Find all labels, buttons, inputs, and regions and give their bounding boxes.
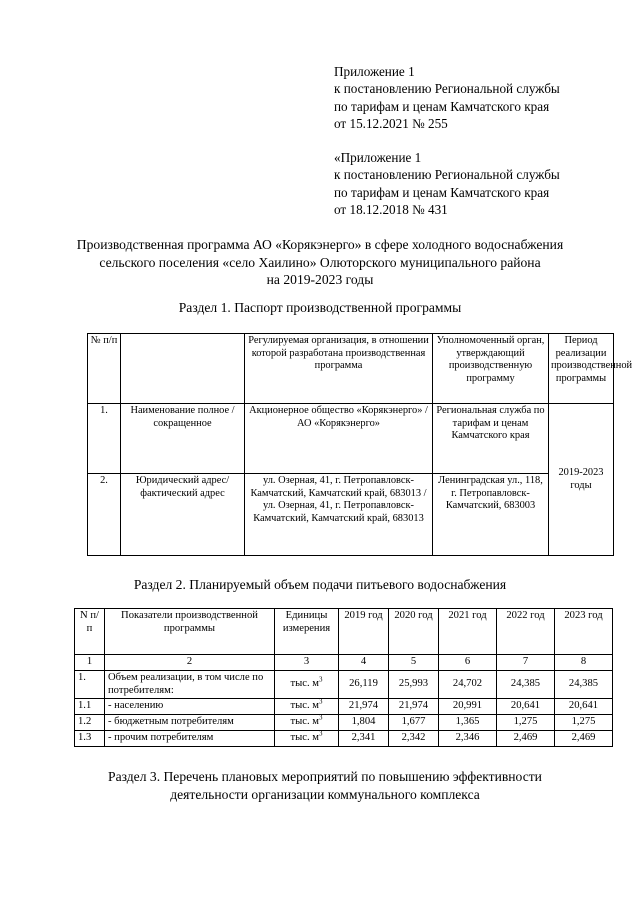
value-2022: 24,385 bbox=[497, 670, 555, 699]
unit-text: тыс. м bbox=[290, 716, 319, 728]
row-num: 1. bbox=[88, 404, 121, 474]
value-2021: 1,365 bbox=[439, 715, 497, 731]
row-label: Юридический адрес/фактический адрес bbox=[121, 474, 245, 556]
value-2021: 20,991 bbox=[439, 699, 497, 715]
row-num: 1. bbox=[75, 670, 105, 699]
header-year-2020: 2020 год bbox=[389, 609, 439, 655]
value-2022: 20,641 bbox=[497, 699, 555, 715]
appendix-line: к постановлению Региональной службы bbox=[334, 167, 560, 183]
row-num: 1.3 bbox=[75, 730, 105, 746]
appendix-line: к постановлению Региональной службы bbox=[334, 81, 560, 97]
table-row bbox=[75, 699, 613, 715]
header-org: Регулируемая организация, в отношении которой разработана производственная программа bbox=[245, 334, 433, 404]
value-2020: 1,677 bbox=[389, 715, 439, 731]
unit-power: 3 bbox=[318, 713, 323, 722]
column-number-row bbox=[75, 655, 613, 671]
period-value: 2019-2023 годы bbox=[549, 404, 614, 556]
value-2023: 1,275 bbox=[555, 715, 613, 731]
appendix-previous bbox=[334, 149, 560, 219]
appendix-line: по тарифам и ценам Камчатского края bbox=[334, 184, 550, 200]
column-number: 3 bbox=[275, 655, 339, 671]
row-authority: Региональная служба по тарифам и ценам Камчатского края bbox=[433, 404, 549, 474]
row-num: 1.1 bbox=[75, 699, 105, 715]
header-num: № п/п bbox=[88, 334, 121, 404]
value-2023: 20,641 bbox=[555, 699, 613, 715]
column-number: 6 bbox=[439, 655, 497, 671]
appendix-line: по тарифам и ценам Камчатского края bbox=[334, 98, 550, 114]
unit-text: тыс. м bbox=[290, 678, 319, 690]
value-2022: 1,275 bbox=[497, 715, 555, 731]
column-number: 4 bbox=[339, 655, 389, 671]
header-year-2023: 2023 год bbox=[555, 609, 613, 655]
row-num: 2. bbox=[88, 474, 121, 556]
value-2020: 25,993 bbox=[389, 670, 439, 699]
title-line: Производственная программа АО «Корякэнерго» в сфере холодного водоснабжения bbox=[76, 237, 564, 252]
value-2021: 2,346 bbox=[439, 730, 497, 746]
row-org: Акционерное общество «Корякэнерго» / АО «Корякэнерго» bbox=[245, 404, 433, 474]
row-label: Наименование полное / сокращенное bbox=[121, 404, 245, 474]
section3-heading bbox=[10, 768, 640, 803]
unit-power: 3 bbox=[318, 697, 323, 706]
row-num: 1.2 bbox=[75, 715, 105, 731]
volume-table bbox=[74, 608, 613, 747]
document-title bbox=[0, 236, 640, 289]
value-2021: 24,702 bbox=[439, 670, 497, 699]
header-blank bbox=[121, 334, 245, 404]
table-row bbox=[75, 730, 613, 746]
table-row bbox=[88, 474, 614, 556]
column-number: 7 bbox=[497, 655, 555, 671]
table-row bbox=[75, 715, 613, 731]
row-label: - населению bbox=[105, 699, 275, 715]
row-authority: Ленинградская ул., 118, г. Петропавловск-Камчатский, 683003 bbox=[433, 474, 549, 556]
table-header-row bbox=[75, 609, 613, 655]
heading-line: Раздел 3. Перечень плановых мероприятий по повышению эффективности bbox=[108, 769, 542, 784]
column-number: 1 bbox=[75, 655, 105, 671]
value-2019: 1,804 bbox=[339, 715, 389, 731]
row-label: Объем реализации, в том числе по потребителям: bbox=[105, 670, 275, 699]
header-period: Период реализации производственной программы bbox=[549, 334, 614, 404]
section1-heading: Раздел 1. Паспорт производственной программы bbox=[178, 300, 462, 315]
row-org: ул. Озерная, 41, г. Петропавловск-Камчатский, Камчатский край, 683013 / ул. Озерная, 41, г. Петропавловск-Камчатский, Камчатский край, 683013 bbox=[245, 474, 433, 556]
header-unit: Единицы измерения bbox=[275, 609, 339, 655]
table-row bbox=[75, 670, 613, 699]
unit-text: тыс. м bbox=[290, 731, 319, 743]
section2-heading: Раздел 2. Планируемый объем подачи питьевого водоснабжения bbox=[133, 577, 507, 592]
header-indicator: Показатели производственной программы bbox=[105, 609, 275, 655]
value-2019: 26,119 bbox=[339, 670, 389, 699]
row-unit bbox=[275, 715, 339, 731]
table-header-row bbox=[88, 334, 614, 404]
table-row bbox=[88, 404, 614, 474]
appendix-line: «Приложение 1 bbox=[334, 150, 422, 165]
column-number: 5 bbox=[389, 655, 439, 671]
row-unit bbox=[275, 699, 339, 715]
header-num: N п/п bbox=[75, 609, 105, 655]
value-2020: 2,342 bbox=[389, 730, 439, 746]
row-unit bbox=[275, 670, 339, 699]
header-year-2021: 2021 год bbox=[439, 609, 497, 655]
value-2019: 2,341 bbox=[339, 730, 389, 746]
value-2022: 2,469 bbox=[497, 730, 555, 746]
header-year-2019: 2019 год bbox=[339, 609, 389, 655]
row-label: - прочим потребителям bbox=[105, 730, 275, 746]
value-2020: 21,974 bbox=[389, 699, 439, 715]
passport-table bbox=[87, 333, 633, 556]
column-number: 2 bbox=[105, 655, 275, 671]
column-number: 8 bbox=[555, 655, 613, 671]
title-line: сельского поселения «село Хаилино» Олюторского муниципального района bbox=[99, 254, 541, 270]
value-2019: 21,974 bbox=[339, 699, 389, 715]
value-2023: 24,385 bbox=[555, 670, 613, 699]
appendix-line: от 15.12.2021 № 255 bbox=[334, 116, 448, 132]
unit-power: 3 bbox=[318, 675, 323, 684]
heading-line: деятельности организации коммунального комплекса bbox=[170, 786, 480, 802]
title-line: на 2019-2023 годы bbox=[266, 272, 374, 287]
appendix-line: от 18.12.2018 № 431 bbox=[334, 202, 448, 218]
unit-text: тыс. м bbox=[290, 700, 319, 712]
unit-power: 3 bbox=[318, 729, 323, 738]
header-year-2022: 2022 год bbox=[497, 609, 555, 655]
header-authority: Уполномоченный орган, утверждающий производственную программу bbox=[433, 334, 549, 404]
appendix-current bbox=[334, 63, 560, 133]
value-2023: 2,469 bbox=[555, 730, 613, 746]
row-unit bbox=[275, 730, 339, 746]
appendix-line: Приложение 1 bbox=[334, 64, 415, 79]
row-label: - бюджетным потребителям bbox=[105, 715, 275, 731]
